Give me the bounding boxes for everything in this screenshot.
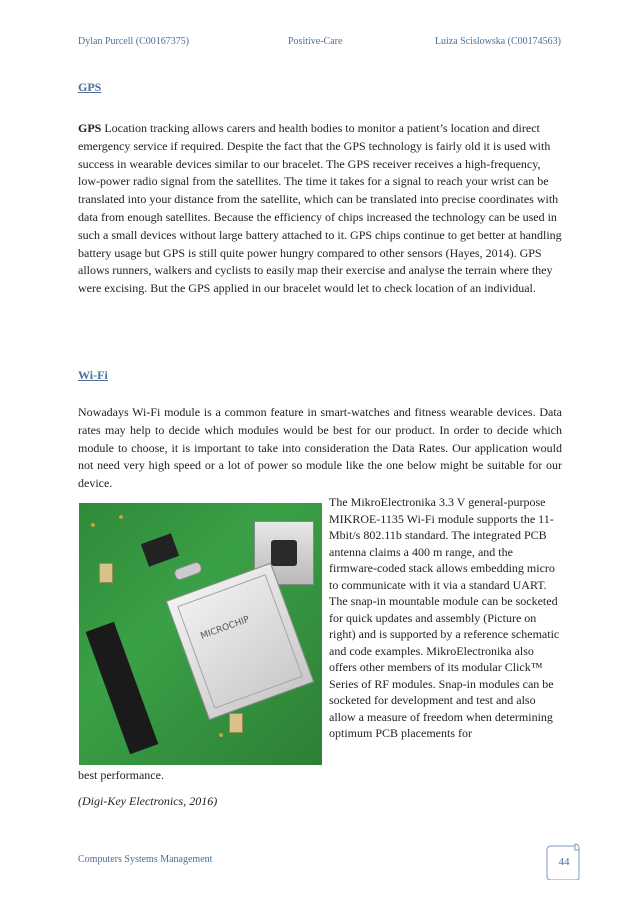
pcb-capacitor [229,713,243,733]
gps-lead-term: GPS [78,121,102,135]
wifi-description-end: best performance. [78,768,164,782]
header-project-title: Positive-Care [288,36,343,47]
page-number: 44 [558,856,570,868]
page-header [78,36,561,52]
gps-heading: GPS [78,80,102,94]
wifi-heading: Wi-Fi [78,368,108,382]
gps-body-text: Location tracking allows carers and health bodies to monitor a patient’s location and direct emergency service if required. Despite the fact that the GPS technology is fairly old it is used with success in wearable devices similar to our bracelet. The GPS receiver receives a high-frequency, low-power radio signal from the satellites. The time it takes for a signal to reach your wrist can be translated into your distance from the satellite, which can be translated into precise coordinates with data from enough satellites. Because the efficiency of chips increased the technology can be used in such a small devices without large battery attached to it. GPS chips continue to get better at handling battery usage but GPS is still quite power hungry compared to other sensors (Hayes, 2014). GPS allows runners, walkers and cyclists to easily map their exercise and analyse the terrain where they were excising. But the GPS applied in our bracelet would let to check location of an individual. [78,121,562,296]
module-brand-label: MICROCHIP [199,614,251,642]
header-authors-left: Dylan Purcell (C00167375) [78,36,190,47]
pcb-crystal [173,561,203,582]
wifi-module-photo [79,503,322,765]
wifi-citation: (Digi-Key Electronics, 2016) [78,794,218,808]
gps-paragraph [78,120,562,298]
pcb-capacitor [99,563,113,583]
wifi-module-description: The MikroElectronika 3.3 V general-purpose MIKROE-1135 Wi-Fi module supports the 11-Mbit/s 802.11b standard. The integrated PCB antenna claims a 400 m range, and the firmware-coded stack allows embedding micro to communicate with it via a standard UART. The snap-in mountable module can be socketed for quick updates and assembly (Picture on right) and is supported by a reference schematic and code examples. MikroElectronika also offers other members of its modular Click™ Series of RF modules. Snap-in modules can be socketed for development and test and also allow a measure of freedom when determining optimum PCB placements for [329,495,560,740]
wifi-intro-paragraph: Nowadays Wi-Fi module is a common feature in smart-watches and fitness wearable devices. Data rates may help to decide which modules would be best for our product. In order to decide which module to choose, it is important to take into consideration the Data Rates. Our application would not need very high speed or a lot of power so module like the one below might be suitable for our device. [78,405,562,491]
wifi-module-board [166,563,315,721]
header-authors-right: Luiza Scislowska (C00174563) [434,36,561,47]
pcb-ic-chip [141,533,179,566]
page-number-tab [545,842,585,880]
page-footer: Computers Systems Management [78,854,213,865]
pin-header [86,622,159,754]
